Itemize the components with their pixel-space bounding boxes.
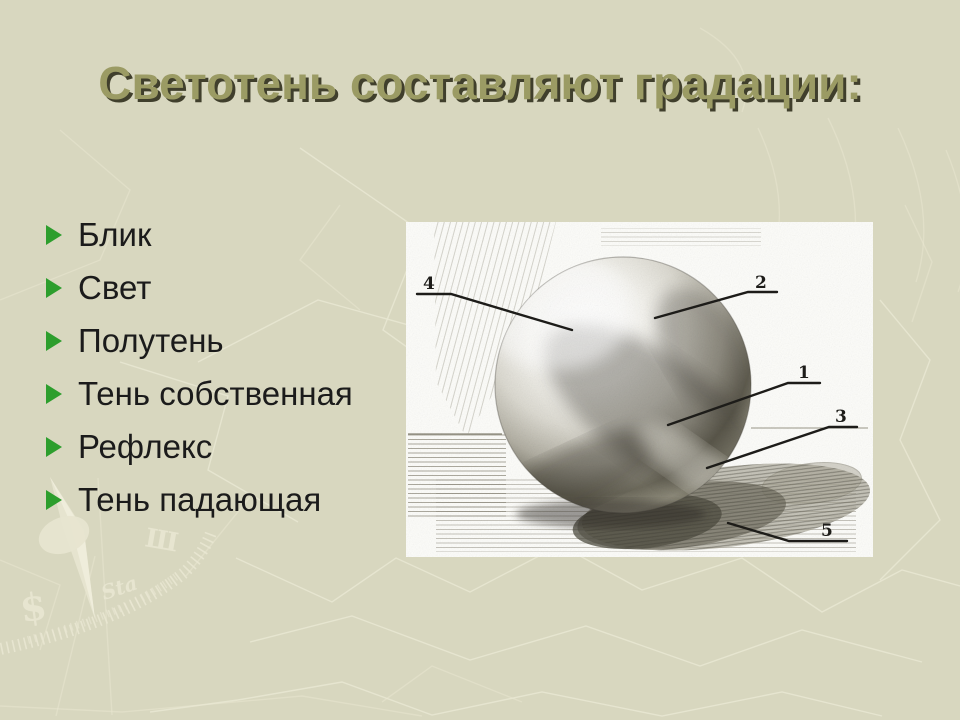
figure-label-1: 1 bbox=[798, 363, 810, 383]
bullet-label: Тень падающая bbox=[78, 480, 322, 518]
figure-label-3: 3 bbox=[835, 407, 847, 427]
bullet-label: Тень собственная bbox=[78, 374, 353, 412]
bullet-label: Полутень bbox=[78, 321, 224, 359]
bullet-triangle-icon bbox=[46, 225, 62, 245]
bullet-triangle-icon bbox=[46, 384, 62, 404]
bullet-triangle-icon bbox=[46, 490, 62, 510]
page-title: Светотень составляют градации: bbox=[98, 57, 862, 109]
bullet-list bbox=[46, 208, 353, 526]
list-item bbox=[46, 314, 353, 367]
compass-glyph-sta: Sta bbox=[98, 570, 141, 605]
bullet-triangle-icon bbox=[46, 437, 62, 457]
bullet-triangle-icon bbox=[46, 331, 62, 351]
bullet-label: Блик bbox=[78, 215, 152, 253]
bullet-triangle-icon bbox=[46, 278, 62, 298]
list-item bbox=[46, 473, 353, 526]
figure-panel bbox=[406, 222, 873, 557]
compass-glyph-s: $ bbox=[16, 582, 50, 631]
figure-label-2: 2 bbox=[755, 273, 767, 293]
figure-label-5: 5 bbox=[821, 521, 833, 541]
list-item bbox=[46, 261, 353, 314]
list-item bbox=[46, 208, 353, 261]
list-item bbox=[46, 367, 353, 420]
figure-label-4: 4 bbox=[423, 274, 435, 294]
list-item bbox=[46, 420, 353, 473]
compass-glyph-sh: Ш bbox=[142, 523, 181, 559]
sphere-drawing bbox=[406, 222, 873, 557]
bullet-label: Рефлекс bbox=[78, 427, 213, 465]
bullet-label: Свет bbox=[78, 268, 152, 306]
pencil-grain bbox=[406, 222, 873, 557]
